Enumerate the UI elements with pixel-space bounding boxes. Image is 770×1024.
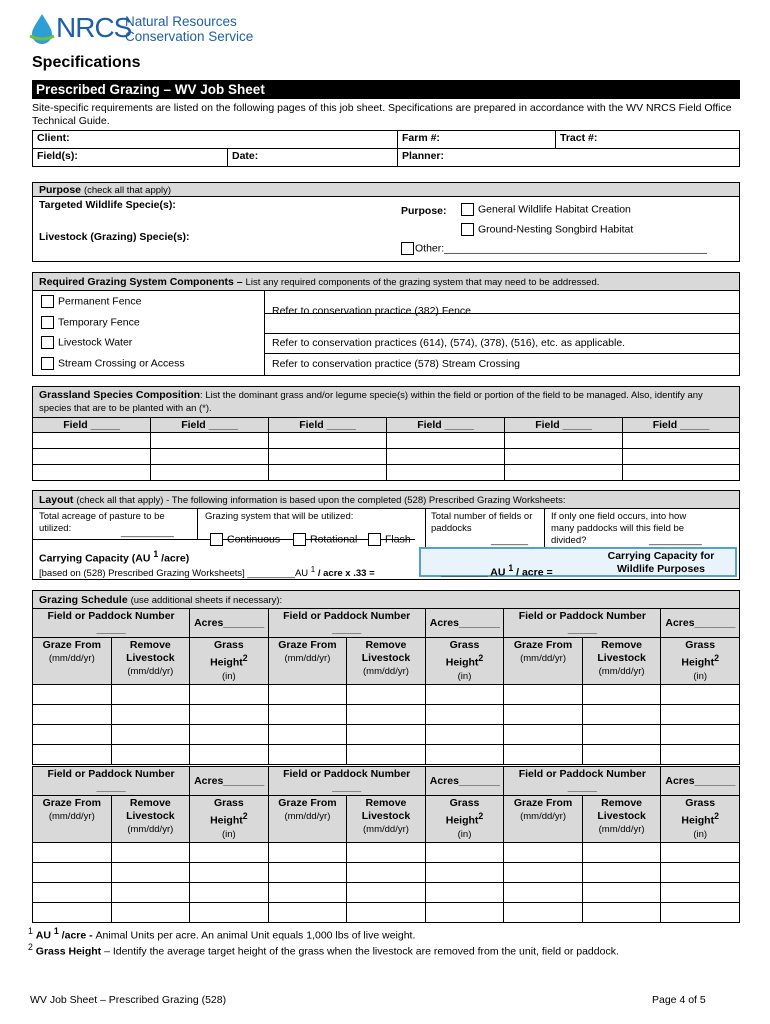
- option-label: Continuous: [227, 533, 281, 546]
- grass-field-col: Field _____: [505, 418, 623, 433]
- schedule-title: Grazing Schedule: [39, 594, 128, 606]
- graze-from-header: Graze From (mm/dd/yr): [33, 638, 112, 685]
- checkbox[interactable]: [41, 295, 54, 308]
- paddock-number-cell[interactable]: Field or Paddock Number _____: [33, 767, 190, 796]
- planner-field[interactable]: Planner:: [398, 149, 740, 167]
- components-section: [32, 272, 740, 376]
- purpose-label: Purpose:: [401, 205, 447, 217]
- checkbox[interactable]: [401, 242, 414, 255]
- purpose-note: (check all that apply): [83, 185, 172, 196]
- graze-from-header: Graze From (mm/dd/yr): [268, 638, 347, 685]
- checkbox[interactable]: [210, 533, 223, 546]
- acreage-blank[interactable]: __________: [121, 527, 174, 538]
- graze-from-header: Graze From (mm/dd/yr): [504, 638, 583, 685]
- checkbox[interactable]: [293, 533, 306, 546]
- grassland-note: : List the dominant grass and/or legume specie(s) within the field or portion of the field to be managed. Also, identify any species that are to be planted with an (*).: [39, 390, 703, 414]
- purpose-option-songbird[interactable]: [461, 223, 633, 236]
- carrying-capacity-title: Carrying Capacity (AU $^1$ /acre): [39, 549, 190, 565]
- checkbox[interactable]: [41, 316, 54, 329]
- table-row: [33, 744, 740, 764]
- acres-cell[interactable]: Acres_______: [661, 609, 740, 638]
- grassland-header: [33, 387, 740, 418]
- purpose-header: [33, 183, 739, 197]
- acres-cell[interactable]: Acres_______: [661, 767, 740, 796]
- grass-height-header: Grass Height$^2$ (in): [425, 796, 504, 843]
- schedule-table: [32, 766, 740, 923]
- page-heading: Specifications: [32, 54, 141, 71]
- grass-field-col: Field _____: [33, 418, 151, 433]
- grass-field-col: Field _____: [387, 418, 505, 433]
- livestock-species-label: Livestock (Grazing) Specie(s):: [39, 231, 190, 243]
- option-label: Rotational: [310, 533, 358, 546]
- schedule-note: (use additional sheets if necessary):: [130, 595, 283, 606]
- schedule-block-2: [32, 766, 740, 923]
- table-row: [33, 465, 740, 481]
- layout-note: (check all that apply) - The following information is based upon the completed (528) Prescribed Grazing Worksheets:: [76, 495, 566, 506]
- grass-height-header: Grass Height$^2$ (in): [190, 638, 269, 685]
- purpose-title: Purpose: [39, 184, 82, 196]
- checkbox[interactable]: [41, 336, 54, 349]
- grass-height-header: Grass Height$^2$ (in): [425, 638, 504, 685]
- component-label: Stream Crossing or Access: [58, 357, 185, 370]
- grass-height-header: Grass Height$^2$ (in): [661, 796, 740, 843]
- table-row: [33, 862, 740, 882]
- schedule-table: [32, 608, 740, 765]
- checkbox[interactable]: [368, 533, 381, 546]
- logo-line1: Natural Resources: [125, 14, 237, 29]
- fields-field[interactable]: Field(s):: [33, 149, 228, 167]
- wildlife-species-label: Targeted Wildlife Specie(s):: [39, 199, 176, 211]
- component-livestock-water[interactable]: [41, 336, 132, 349]
- components-note: List any required components of the grazing system that may need to be addressed.: [245, 277, 600, 288]
- footnote-grass-height: $^2$ Grass Height – Identify the average target height of the grass when the livestock are removed from the unit, field or paddock.: [28, 942, 619, 958]
- acres-cell[interactable]: Acres_______: [425, 767, 504, 796]
- layout-section: [32, 490, 740, 580]
- paddocks-blank[interactable]: _______: [491, 535, 528, 546]
- layout-header: [33, 491, 739, 509]
- remove-livestock-header: Remove Livestock (mm/dd/yr): [582, 638, 661, 685]
- intro-text: Site-specific requirements are listed on the following pages of this job sheet. Specifications are prepared in accordance with the WV NRCS Field Office Technical Guide.: [32, 102, 732, 127]
- logo-mark: NRCS: [56, 12, 132, 43]
- components-header: [33, 273, 739, 291]
- purpose-section: [32, 182, 740, 262]
- grassland-title: Grassland Species Composition: [39, 389, 201, 401]
- acres-cell[interactable]: Acres_______: [425, 609, 504, 638]
- paddock-number-cell[interactable]: Field or Paddock Number _____: [504, 767, 661, 796]
- grass-field-col: Field _____: [151, 418, 269, 433]
- purpose-option-other[interactable]: [401, 242, 707, 255]
- grassland-table: [32, 386, 740, 481]
- layout-title: Layout: [39, 494, 74, 506]
- component-ref-fence: Refer to conservation practice (382) Fence: [272, 305, 472, 317]
- grass-field-col: Field _____: [269, 418, 387, 433]
- grass-height-header: Grass Height$^2$ (in): [190, 796, 269, 843]
- option-label: Flash: [385, 533, 411, 546]
- table-row: [33, 882, 740, 902]
- schedule-header: [32, 590, 740, 608]
- acreage-label: Total acreage of pasture to be utilized:: [39, 511, 165, 534]
- paddock-number-cell[interactable]: Field or Paddock Number _____: [268, 767, 425, 796]
- job-sheet-title: Prescribed Grazing – WV Job Sheet: [32, 80, 740, 99]
- grass-height-header: Grass Height$^2$ (in): [661, 638, 740, 685]
- footer-doc-title: WV Job Sheet – Prescribed Grazing (528): [30, 994, 227, 1006]
- tract-field[interactable]: Tract #:: [556, 131, 740, 149]
- remove-livestock-header: Remove Livestock (mm/dd/yr): [111, 796, 190, 843]
- component-ref-water: Refer to conservation practices (614), (574), (378), (516), etc. as applicable.: [272, 337, 626, 349]
- remove-livestock-header: Remove Livestock (mm/dd/yr): [582, 796, 661, 843]
- logo-line2: Conservation Service: [125, 29, 254, 44]
- purpose-option-wildlife[interactable]: [461, 203, 631, 216]
- component-stream-crossing[interactable]: [41, 357, 185, 370]
- option-label: Other:_____________________________________________: [415, 242, 707, 255]
- table-row: [33, 433, 740, 449]
- paddock-number-cell[interactable]: Field or Paddock Number _____: [33, 609, 190, 638]
- option-label: Ground-Nesting Songbird Habitat: [478, 223, 634, 236]
- checkbox[interactable]: [41, 357, 54, 370]
- footnote-au: $^1$ AU $^1$ /acre - Animal Units per acre. An animal Unit equals 1,000 lbs of live weight.: [28, 926, 416, 942]
- grass-field-col: Field _____: [623, 418, 740, 433]
- date-field[interactable]: Date:: [228, 149, 398, 167]
- system-continuous[interactable]: [210, 533, 280, 546]
- acres-cell[interactable]: Acres_______: [190, 609, 269, 638]
- table-row: [33, 449, 740, 465]
- header-fields-table: [32, 130, 740, 167]
- option-label: General Wildlife Habitat Creation: [478, 203, 631, 216]
- nrcs-drop-icon: [28, 12, 56, 46]
- paddock-number-cell[interactable]: Field or Paddock Number _____: [504, 609, 661, 638]
- graze-from-header: Graze From (mm/dd/yr): [268, 796, 347, 843]
- component-temporary-fence[interactable]: [41, 316, 140, 329]
- farm-field[interactable]: Farm #:: [398, 131, 556, 149]
- component-label: Permanent Fence: [58, 295, 142, 308]
- client-field[interactable]: Client:: [33, 131, 398, 149]
- table-row: [33, 704, 740, 724]
- graze-from-header: Graze From (mm/dd/yr): [504, 796, 583, 843]
- acres-cell[interactable]: Acres_______: [190, 767, 269, 796]
- wildlife-capacity-box: [419, 547, 737, 577]
- remove-livestock-header: Remove Livestock (mm/dd/yr): [347, 638, 426, 685]
- carrying-capacity-basis: [based on (528) Prescribed Grazing Worksheets] _________AU $^1$ / acre x .33 =: [39, 565, 375, 580]
- remove-livestock-header: Remove Livestock (mm/dd/yr): [347, 796, 426, 843]
- table-row: [33, 902, 740, 922]
- schedule-block-1: [32, 608, 740, 765]
- footer-page-number: Page 4 of 5: [652, 994, 706, 1006]
- component-label: Temporary Fence: [58, 316, 140, 329]
- checkbox[interactable]: [461, 223, 474, 236]
- component-ref-stream: Refer to conservation practice (578) Stream Crossing: [272, 358, 521, 370]
- table-row: [33, 684, 740, 704]
- divided-blank[interactable]: __________: [649, 535, 702, 546]
- components-title: Required Grazing System Components –: [39, 276, 243, 288]
- component-label: Livestock Water: [58, 336, 133, 349]
- au-per-acre[interactable]: ________ AU $^1$ / acre =: [441, 563, 553, 579]
- graze-from-header: Graze From (mm/dd/yr): [33, 796, 112, 843]
- table-row: [33, 724, 740, 744]
- system-flash[interactable]: [368, 533, 411, 546]
- logo-text: [125, 14, 253, 44]
- remove-livestock-header: Remove Livestock (mm/dd/yr): [111, 638, 190, 685]
- paddock-number-cell[interactable]: Field or Paddock Number _____: [268, 609, 425, 638]
- table-row: [33, 842, 740, 862]
- wildlife-capacity-label: Carrying Capacity for Wildlife Purposes: [607, 550, 715, 575]
- system-rotational[interactable]: [293, 533, 357, 546]
- divided-label: If only one field occurs, into how many paddocks will this field be divided?: [551, 511, 687, 546]
- component-permanent-fence[interactable]: [41, 295, 141, 308]
- system-label: Grazing system that will be utilized:: [205, 511, 354, 522]
- paddocks-label: Total number of fields or paddocks: [431, 511, 533, 534]
- checkbox[interactable]: [461, 203, 474, 216]
